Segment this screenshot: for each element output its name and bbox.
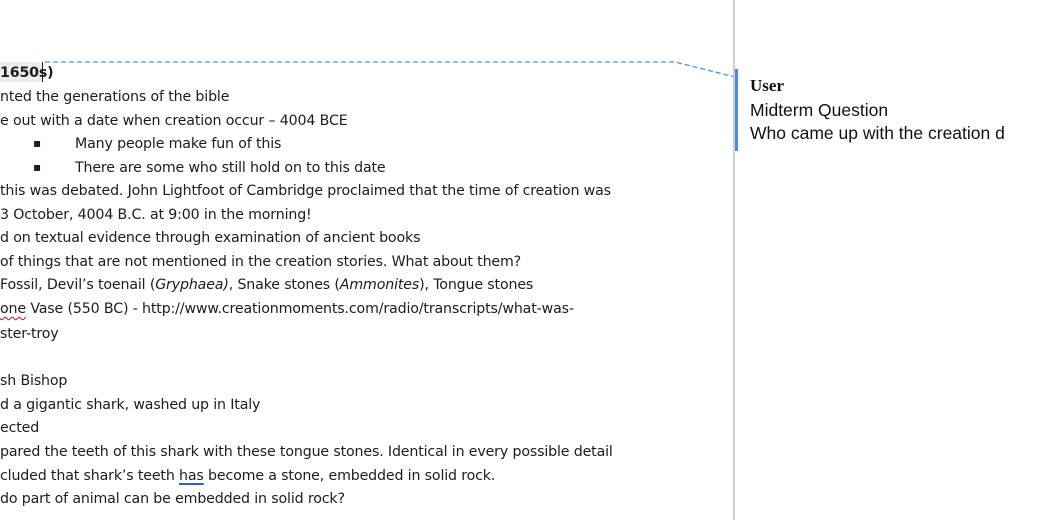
doc-line: do part of animal can be embedded in solid rock?: [0, 491, 345, 507]
doc-line: Fossil, Devil’s toenail (Gryphaea), Snake stones (Ammonites), Tongue stones: [0, 277, 534, 293]
bullet-item: There are some who still hold on to this date: [75, 160, 386, 176]
bullet-marker: ▪: [33, 136, 42, 150]
doc-line: nted the generations of the bible: [0, 89, 230, 105]
doc-line: pared the teeth of this shark with these tongue stones. Identical in every possible detail: [0, 444, 613, 460]
comment-title[interactable]: Midterm Question: [750, 100, 889, 120]
doc-line: e out with a date when creation occur – 4004 BCE: [0, 113, 348, 129]
doc-line: d on textual evidence through examination of ancient books: [0, 230, 421, 246]
comment-accent-bar: [735, 69, 738, 151]
doc-line: of things that are not mentioned in the creation stories. What about them?: [0, 254, 522, 270]
bullet-item: Many people make fun of this: [75, 136, 282, 152]
doc-line: this was debated. John Lightfoot of Cambridge proclaimed that the time of creation was: [0, 183, 611, 199]
doc-line: d a gigantic shark, washed up in Italy: [0, 397, 261, 413]
heading-fragment: 1650s): [0, 65, 54, 81]
doc-line: one Vase (550 BC) - http://www.creationmoments.com/radio/transcripts/what-was-: [0, 301, 574, 317]
spelling-error[interactable]: one: [0, 301, 26, 317]
doc-line: 3 October, 4004 B.C. at 9:00 in the morning!: [0, 207, 312, 223]
doc-line: sh Bishop: [0, 373, 68, 389]
comment-body[interactable]: Who came up with the creation d: [750, 123, 1005, 143]
doc-line: ster-troy: [0, 326, 59, 342]
bullet-marker: ▪: [33, 160, 42, 174]
comment-author: User: [750, 76, 784, 95]
comment-connector-line: [0, 0, 740, 90]
doc-line: ected: [0, 420, 40, 436]
grammar-error[interactable]: has: [179, 468, 204, 484]
doc-line: cluded that shark’s teeth has become a stone, embedded in solid rock.: [0, 468, 496, 484]
